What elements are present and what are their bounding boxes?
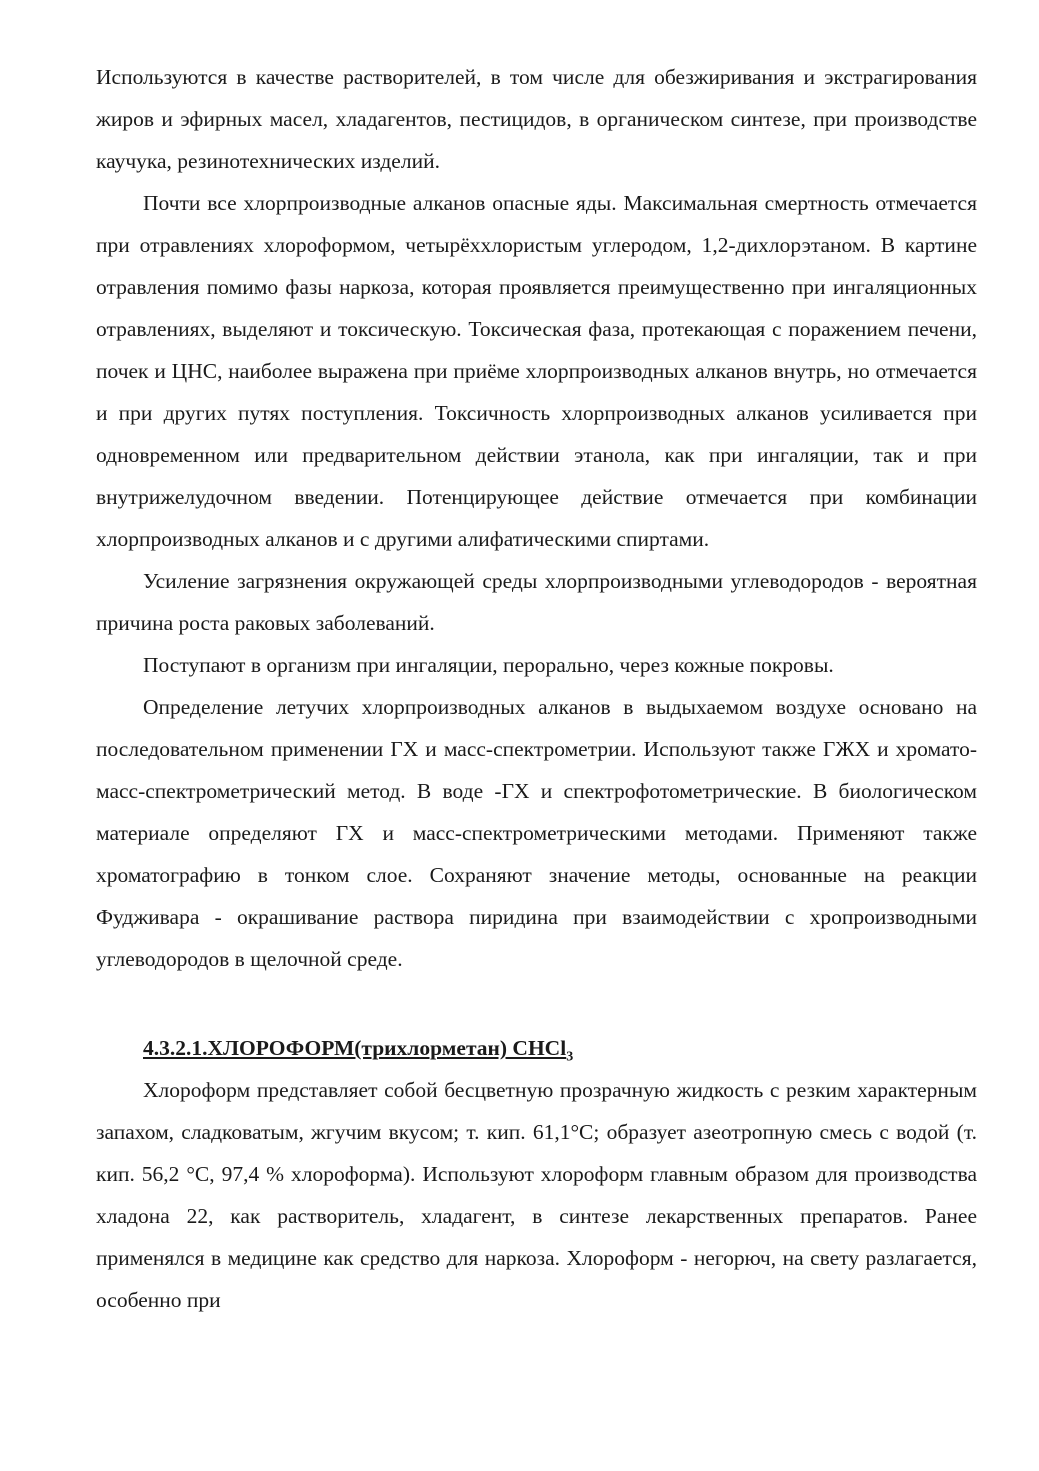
paragraph-uses: Используются в качестве растворителей, в том числе для обезжиривания и экстрагирования жиров и эфирных масел, хладагентов, пестицидов, в органическом синтезе, при производстве каучука, резинотехнических изделий. <box>96 65 977 173</box>
paragraph-pollution: Усиление загрязнения окружающей среды хлорпроизводными углеводородов - вероятная причина роста раковых заболеваний. <box>96 569 977 635</box>
paragraph-toxicity: Почти все хлорпроизводные алканов опасные яды. Максимальная смертность отмечается при отравлениях хлороформом, четырёххлористым углеродом, 1,2-дихлорэтаном. В картине отравления помимо фазы наркоза, которая проявляется преимущественно при ингаляционных отравлениях, выделяют и токсическую. Токсическая фаза, протекающая с поражением печени, почек и ЦНС, наиболее выражена при приёме хлорпроизводных алканов внутрь, но отмечается и при других путях поступления. Токсичность хлорпроизводных алканов усиливается при одновременном или предварительном действии этанола, как при ингаляции, так и при внутрижелудочном введении. Потенцирующее действие отмечается при комбинации хлорпроизводных алканов и с другими алифатическими спиртами. <box>96 191 977 551</box>
section-heading-subscript: 3 <box>566 1049 574 1065</box>
paragraph-chloroform-description: Хлороформ представляет собой бесцветную прозрачную жидкость с резким характерным запахом, сладковатым, жгучим вкусом; т. кип. 61,1°С; образует азеотропную смесь с водой (т. кип. 56,2 °С, 97,4 % хлороформа). Используют хлороформ главным образом для производства хладона 22, как растворитель, хладагент, в синтезе лекарственных препаратов. Ранее применялся в медицине как средство для наркоза. Хлороформ - негорюч, на свету разлагается, особенно при <box>96 1078 977 1312</box>
section-heading-chloroform <box>96 1027 977 1069</box>
paragraph-detection-methods: Определение летучих хлорпроизводных алканов в выдыхаемом воздухе основано на последовательном применении ГХ и масс-спектрометрии. Используют также ГЖХ и хромато-масс-спектрометрический метод. В воде -ГХ и спектрофотометрические. В биологическом материале определяют ГХ и масс-спектрометрическими методами. Применяют также хроматографию в тонком слое. Сохраняют значение методы, основанные на реакции Фудживара - окрашивание раствора пиридина при взаимодействии с хропроизводными углеводородов в щелочной среде. <box>96 695 977 971</box>
section-heading-text: 4.3.2.1.ХЛОРОФОРМ(трихлорметан) CHCl <box>143 1036 567 1060</box>
paragraph-intake-routes: Поступают в организм при ингаляции, перорально, через кожные покровы. <box>143 653 834 677</box>
document-page <box>96 56 977 1321</box>
